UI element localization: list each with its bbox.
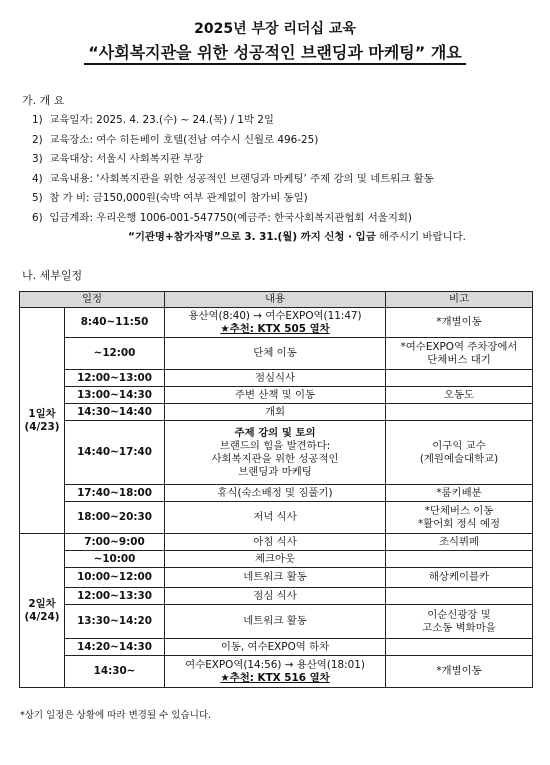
note-cell — [386, 404, 533, 421]
overview-item: 2) 교육장소: 여수 히든베이 호텔(전남 여수시 신월로 496-25) — [32, 133, 319, 146]
overview-item: 4) 교육내용: ‘사회복지관을 위한 성공적인 브랜딩과 마케팅’ 주제 강의 및 네트워크 활동 — [32, 172, 434, 185]
time-cell: 12:00~13:30 — [65, 588, 165, 605]
note-cell: 해상케이블카 — [386, 568, 533, 588]
table-row — [20, 551, 533, 568]
time-cell: ~10:00 — [65, 551, 165, 568]
content-cell: 네트워크 활동 — [165, 605, 386, 639]
time-cell: 17:40~18:00 — [65, 485, 165, 502]
content-cell: 점심 식사 — [165, 588, 386, 605]
schedule-table — [19, 291, 533, 688]
note-cell — [386, 639, 533, 656]
content-cell: 주변 산책 및 이동 — [165, 387, 386, 404]
time-cell: 14:30~ — [65, 656, 165, 688]
overview-heading: 가. 개 요 — [22, 94, 65, 107]
note-cell — [386, 588, 533, 605]
registration-note: “기관명+참가자명”으로 3. 31.(월) 까지 신청 · 입금 해주시기 바랍니다. — [128, 231, 466, 243]
document-title: 2025년 부장 리더십 교육 — [194, 21, 356, 37]
table-row — [20, 639, 533, 656]
time-cell: 7:00~9:00 — [65, 534, 165, 551]
table-header-row — [20, 292, 533, 308]
content-cell: 여수EXPO역(14:56) → 용산역(18:01) ★추천: KTX 516 열차 — [165, 656, 386, 688]
content-cell: 개회 — [165, 404, 386, 421]
time-cell: 14:20~14:30 — [65, 639, 165, 656]
note-cell: 조식뷔페 — [386, 534, 533, 551]
table-row — [20, 404, 533, 421]
time-cell: ~12:00 — [65, 338, 165, 370]
content-cell: 이동, 여수EXPO역 하차 — [165, 639, 386, 656]
note-cell — [386, 370, 533, 387]
time-cell: 13:00~14:30 — [65, 387, 165, 404]
table-row — [20, 605, 533, 639]
overview-item: 6) 입금계좌: 우리은행 1006-001-547750(예금주: 한국사회복지관협회 서울지회) — [32, 211, 412, 224]
column-header: 비고 — [386, 292, 533, 308]
content-cell: 단체 이동 — [165, 338, 386, 370]
overview-item: 3) 교육대상: 서울시 사회복지관 부장 — [32, 153, 204, 165]
note-cell: *단체버스 이동 *활어회 정식 예정 — [386, 502, 533, 534]
table-row — [20, 308, 533, 338]
column-header: 일정 — [20, 292, 165, 308]
day-label: 1일차 (4/23) — [20, 308, 65, 534]
table-row — [20, 656, 533, 688]
note-cell: *개별이동 — [386, 656, 533, 688]
note-cell — [386, 551, 533, 568]
note-cell: 오동도 — [386, 387, 533, 404]
document-subtitle: “사회복지관을 위한 성공적인 브랜딩과 마케팅” 개요 — [0, 40, 550, 63]
content-cell: 휴식(숙소배정 및 짐풀기) — [165, 485, 386, 502]
column-header: 내용 — [165, 292, 386, 308]
table-row — [20, 588, 533, 605]
note-cell: *개별이동 — [386, 308, 533, 338]
table-row — [20, 534, 533, 551]
time-cell: 8:40~11:50 — [65, 308, 165, 338]
content-cell: 네트워크 활동 — [165, 568, 386, 588]
overview-list — [32, 111, 542, 248]
content-cell: 주제 강의 및 토의 브랜드의 힘을 발견하다: 사회복지관을 위한 성공적인 브랜딩과 마케팅 — [165, 421, 386, 485]
footnote: *상기 일정은 상황에 따라 변경될 수 있습니다. — [20, 710, 212, 721]
table-row — [20, 568, 533, 588]
table-row — [20, 421, 533, 485]
overview-item: 1) 교육일자: 2025. 4. 23.(수) ~ 24.(목) / 1박 2일 — [32, 114, 274, 126]
table-row — [20, 370, 533, 387]
table-row — [20, 387, 533, 404]
time-cell: 14:40~17:40 — [65, 421, 165, 485]
table-row — [20, 502, 533, 534]
time-cell: 10:00~12:00 — [65, 568, 165, 588]
day-label: 2일차 (4/24) — [20, 534, 65, 688]
content-cell: 점심식사 — [165, 370, 386, 387]
content-cell: 용산역(8:40) → 여수EXPO역(11:47) ★추천: KTX 505 열차 — [165, 308, 386, 338]
time-cell: 12:00~13:00 — [65, 370, 165, 387]
content-cell: 체크아웃 — [165, 551, 386, 568]
time-cell: 13:30~14:20 — [65, 605, 165, 639]
note-cell: 이순신광장 및 고소동 벽화마을 — [386, 605, 533, 639]
schedule-heading: 나. 세부일정 — [22, 269, 83, 282]
time-cell: 14:30~14:40 — [65, 404, 165, 421]
content-cell: 저녁 식사 — [165, 502, 386, 534]
time-cell: 18:00~20:30 — [65, 502, 165, 534]
table-row — [20, 485, 533, 502]
overview-item: 5) 참 가 비: 금150,000원(숙박 여부 관계없이 참가비 동일) — [32, 192, 308, 204]
note-cell: *여수EXPO역 주차장에서 단체버스 대기 — [386, 338, 533, 370]
note-cell: 이구익 교수 (계원예술대학교) — [386, 421, 533, 485]
note-cell: *룸키배분 — [386, 485, 533, 502]
content-cell: 아침 식사 — [165, 534, 386, 551]
table-row — [20, 338, 533, 370]
